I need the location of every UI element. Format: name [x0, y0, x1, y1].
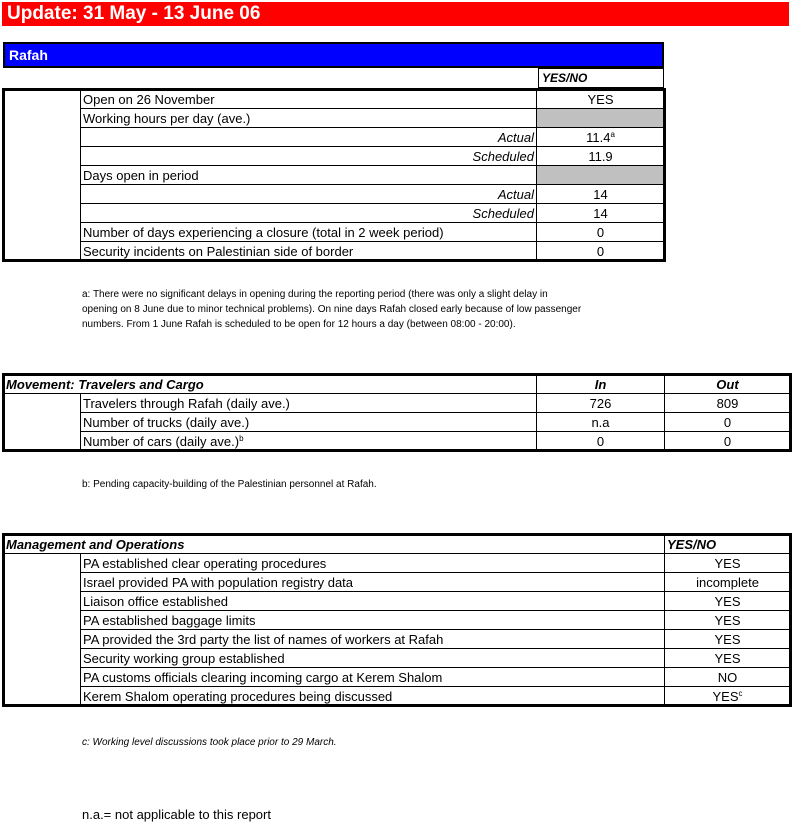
row-out: 809 — [665, 394, 791, 413]
col-header-yesno: YES/NO — [665, 535, 791, 554]
row-in: 0 — [537, 432, 665, 451]
table-row — [4, 413, 791, 432]
rafah-table — [3, 89, 665, 261]
movement-row-spacer — [4, 394, 81, 451]
table-row — [4, 109, 665, 128]
row-label: Number of cars (daily ave.)$^b$ — [81, 432, 537, 451]
row-label: Scheduled — [81, 204, 537, 223]
row-value: NO — [665, 668, 791, 687]
row-label: Days open in period — [81, 166, 537, 185]
table-header-row — [4, 375, 791, 394]
row-value: YES — [537, 90, 665, 109]
row-value: 0 — [537, 242, 665, 261]
movement-table — [3, 374, 791, 451]
table-row — [4, 611, 791, 630]
update-title: Update: 31 May - 13 June 06 — [7, 3, 261, 24]
row-label: Scheduled — [81, 147, 537, 166]
row-label: Open on 26 November — [81, 90, 537, 109]
row-label: Actual — [81, 128, 537, 147]
row-out: 0 — [665, 432, 791, 451]
row-value: YES — [665, 554, 791, 573]
row-label: PA established clear operating procedures — [81, 554, 665, 573]
rafah-title: Rafah — [9, 47, 48, 63]
col-header-out: Out — [665, 375, 791, 394]
row-label: Security incidents on Palestinian side of border — [81, 242, 537, 261]
row-value: YES$^c$ — [665, 687, 791, 706]
row-value: 14 — [537, 204, 665, 223]
table-row — [4, 554, 791, 573]
table-row — [4, 592, 791, 611]
table-row — [4, 242, 665, 261]
table-header-row — [4, 535, 791, 554]
table-row — [4, 223, 665, 242]
rafah-footnote: a: There were no significant delays in opening during the reporting period (there was only a slight delay in opening on 8 June due to minor technical problems). On nine days Rafah closed early because of low passenger numbers. From 1 June Rafah is scheduled to be open for 12 hours a day (between 08:00 - 20:00). — [82, 289, 582, 330]
shaded-cell — [537, 109, 665, 128]
row-label: Kerem Shalom operating procedures being discussed — [81, 687, 665, 706]
shaded-cell — [537, 166, 665, 185]
row-label: Working hours per day (ave.) — [81, 109, 537, 128]
row-label: PA established baggage limits — [81, 611, 665, 630]
row-label: PA customs officials clearing incoming cargo at Kerem Shalom — [81, 668, 665, 687]
row-label: Liaison office established — [81, 592, 665, 611]
table-row — [4, 147, 665, 166]
management-table — [3, 534, 791, 706]
row-label: Travelers through Rafah (daily ave.) — [81, 394, 537, 413]
row-value: 11.4$^a$ — [537, 128, 665, 147]
footnote-marker: a — [610, 129, 615, 139]
row-label: Israel provided PA with population registry data — [81, 573, 665, 592]
table-row — [4, 128, 665, 147]
table-row — [4, 394, 791, 413]
table-row — [4, 166, 665, 185]
row-label: Number of trucks (daily ave.) — [81, 413, 537, 432]
table-row — [4, 573, 791, 592]
table-row — [4, 668, 791, 687]
table-row — [4, 649, 791, 668]
row-label: Number of days experiencing a closure (total in 2 week period) — [81, 223, 537, 242]
footnote-marker: c — [738, 688, 743, 698]
table-row — [4, 630, 791, 649]
management-row-spacer — [4, 554, 81, 706]
table-row — [4, 185, 665, 204]
bottom-note: n.a.= not applicable to this report — [82, 807, 271, 822]
management-title: Management and Operations — [4, 535, 665, 554]
rafah-title-bar — [3, 42, 664, 85]
row-in: n.a — [537, 413, 665, 432]
row-value: incomplete — [665, 573, 791, 592]
row-label: PA provided the 3rd party the list of names of workers at Rafah — [81, 630, 665, 649]
col-header-in: In — [537, 375, 665, 394]
rafah-yesno-header: YES/NO — [538, 68, 664, 88]
row-value: YES — [665, 649, 791, 668]
table-row — [4, 687, 791, 706]
update-header — [2, 2, 789, 26]
row-value: 14 — [537, 185, 665, 204]
row-out: 0 — [665, 413, 791, 432]
row-value: 0 — [537, 223, 665, 242]
footnote-marker: b — [239, 433, 244, 443]
row-value: YES — [665, 630, 791, 649]
row-label: Actual — [81, 185, 537, 204]
table-row — [4, 90, 665, 109]
management-footnote: c: Working level discussions took place prior to 29 March. — [82, 737, 337, 748]
movement-title: Movement: Travelers and Cargo — [4, 375, 537, 394]
rafah-row-spacer — [4, 90, 81, 261]
row-value: YES — [665, 592, 791, 611]
row-label: Security working group established — [81, 649, 665, 668]
table-row — [4, 432, 791, 451]
row-value: 11.9 — [537, 147, 665, 166]
row-in: 726 — [537, 394, 665, 413]
table-row — [4, 204, 665, 223]
movement-footnote: b: Pending capacity-building of the Palestinian personnel at Rafah. — [82, 479, 377, 490]
row-value: YES — [665, 611, 791, 630]
